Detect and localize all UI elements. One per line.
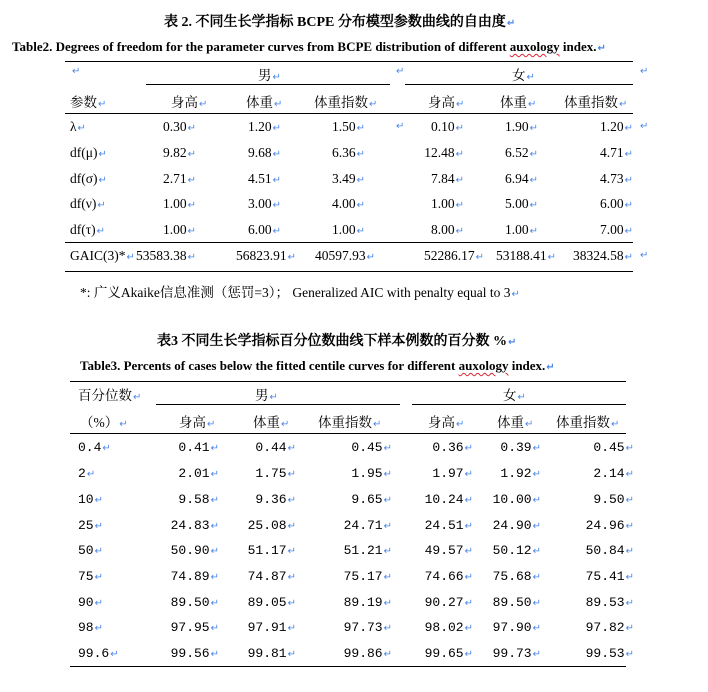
table-cell: 97.91↵: [247, 620, 296, 635]
table-row-label: df(τ)↵: [70, 222, 106, 237]
table-cell: 4.71↵: [599, 145, 633, 160]
table-cell: 97.90↵: [492, 620, 541, 635]
table2-title-en: Table2. Degrees of freedom for the parameter curves from BCPE distribution of different auxology index.↵: [12, 39, 606, 54]
table-cell: 1.97↵: [432, 466, 473, 481]
table3-female-rule: [412, 404, 626, 405]
paragraph-mark: ↵: [396, 121, 405, 132]
table-cell: 89.19↵: [343, 595, 392, 610]
table-cell: 53583.38↵: [135, 248, 196, 263]
table-cell: 74.87↵: [247, 569, 296, 584]
table-cell: 0.45↵: [593, 440, 634, 455]
table-cell: 99.65↵: [424, 646, 473, 661]
table2-header-rule: [65, 113, 633, 114]
table-cell: 1.50↵: [331, 119, 365, 134]
table-cell: 97.95↵: [170, 620, 219, 635]
table-cell: 24.71↵: [343, 518, 392, 533]
table2-col-height-m: 身高↵: [171, 95, 208, 110]
table-cell: 1.00↵: [504, 222, 538, 237]
table2-col-bmi-f: 体重指数↵: [564, 95, 628, 110]
table-cell: 99.73↵: [492, 646, 541, 661]
table3-group-female: 女↵: [503, 388, 526, 403]
table2-bottom-rule: [65, 271, 633, 272]
table3-header-rule: [70, 433, 626, 434]
table-row-label: 10↵: [78, 492, 103, 507]
table-cell: 38324.58↵: [572, 248, 633, 263]
table-cell: 0.30↵: [162, 119, 196, 134]
table2-male-rule: [146, 84, 390, 85]
table-cell: 24.90↵: [492, 518, 541, 533]
paragraph-mark: ↵: [396, 66, 405, 77]
table-cell: 7.84↵: [430, 171, 464, 186]
table-cell: 40597.93↵: [314, 248, 375, 263]
table-cell: 9.36↵: [255, 492, 296, 507]
table3-head-line2: （%）↵: [80, 415, 128, 430]
table3-col-bmi-m: 体重指数↵: [318, 415, 382, 430]
table-cell: 6.00↵: [247, 222, 281, 237]
table2-group-male: 男↵: [258, 68, 281, 83]
table-row-label: 90↵: [78, 595, 103, 610]
table-cell: 10.00↵: [492, 492, 541, 507]
table-cell: 99.81↵: [247, 646, 296, 661]
table-cell: 53188.41↵: [495, 248, 556, 263]
table-cell: 1.00↵: [162, 222, 196, 237]
table-cell: 4.00↵: [331, 196, 365, 211]
table-row-label: df(μ)↵: [70, 145, 107, 160]
table-cell: 1.00↵: [331, 222, 365, 237]
table2-col-bmi-m: 体重指数↵: [314, 95, 378, 110]
table-row-label: 99.6↵: [78, 646, 119, 661]
table-row-label: df(ν)↵: [70, 196, 106, 211]
table-cell: 1.20↵: [247, 119, 281, 134]
table-cell: 24.51↵: [424, 518, 473, 533]
table-cell: 89.50↵: [170, 595, 219, 610]
table-cell: 4.73↵: [599, 171, 633, 186]
paragraph-mark: ↵: [640, 66, 649, 77]
table-row-label: 50↵: [78, 543, 103, 558]
table3-col-bmi-f: 体重指数↵: [556, 415, 620, 430]
table-cell: 6.94↵: [504, 171, 538, 186]
table-cell: 1.00↵: [162, 196, 196, 211]
table-cell: 0.44↵: [255, 440, 296, 455]
table-cell: 74.89↵: [170, 569, 219, 584]
table-cell: 9.58↵: [178, 492, 219, 507]
table-cell: 5.00↵: [504, 196, 538, 211]
table-row-label: 0.4↵: [78, 440, 111, 455]
table-cell: 89.05↵: [247, 595, 296, 610]
table-cell: 25.08↵: [247, 518, 296, 533]
table2-footnote: *: 广义Akaike信息准测（惩罚=3）； Generalized AIC with penalty equal to 3↵: [80, 285, 520, 300]
table-cell: 8.00↵: [430, 222, 464, 237]
table-row-label: 25↵: [78, 518, 103, 533]
table-cell: 0.41↵: [178, 440, 219, 455]
spellcheck-word: auxology: [509, 39, 560, 54]
paragraph-mark: ↵: [640, 121, 649, 132]
table2-col-height-f: 身高↵: [428, 95, 465, 110]
table2-gaic-rule: [65, 242, 633, 243]
table-cell: 6.00↵: [599, 196, 633, 211]
table-cell: 56823.91↵: [235, 248, 296, 263]
table2-col-weight-f: 体重↵: [500, 95, 537, 110]
table-row-label: GAIC(3)*↵: [70, 248, 135, 263]
table-cell: 1.92↵: [500, 466, 541, 481]
table2-title-cn: 表 2. 不同生长学指标 BCPE 分布模型参数曲线的自由度↵: [164, 15, 516, 30]
table-cell: 49.57↵: [424, 543, 473, 558]
table-cell: 0.10↵: [430, 119, 464, 134]
table-cell: 75.41↵: [585, 569, 634, 584]
table2-param-header: 参数↵: [70, 95, 107, 110]
table-cell: 3.49↵: [331, 171, 365, 186]
table-row-label: λ↵: [70, 119, 86, 134]
table-cell: 24.96↵: [585, 518, 634, 533]
table3-head-line1: 百分位数↵: [78, 388, 142, 403]
table-cell: 51.21↵: [343, 543, 392, 558]
table3-title-en: Table3. Percents of cases below the fitted centile curves for different auxology index.↵: [80, 358, 555, 373]
table-cell: 12.48↵: [424, 145, 464, 160]
paragraph-mark: ↵: [640, 250, 649, 261]
table-cell: 74.66↵: [424, 569, 473, 584]
paragraph-mark: ↵: [72, 66, 81, 77]
table-cell: 0.45↵: [351, 440, 392, 455]
table3-title-cn: 表3 不同生长学指标百分位数曲线下样本例数的百分数 %↵: [157, 334, 517, 349]
table3-bottom-rule: [70, 666, 626, 667]
table-cell: 0.39↵: [500, 440, 541, 455]
table-cell: 1.00↵: [430, 196, 464, 211]
table-cell: 2.14↵: [593, 466, 634, 481]
table3-group-male: 男↵: [255, 388, 278, 403]
table-cell: 10.24↵: [424, 492, 473, 507]
table-cell: 4.51↵: [247, 171, 281, 186]
table-cell: 1.95↵: [351, 466, 392, 481]
table-cell: 24.83↵: [170, 518, 219, 533]
table-row-label: 2↵: [78, 466, 96, 481]
table-cell: 97.82↵: [585, 620, 634, 635]
table3-col-height-m: 身高↵: [179, 415, 216, 430]
table-cell: 99.56↵: [170, 646, 219, 661]
table-cell: 50.12↵: [492, 543, 541, 558]
table-cell: 75.68↵: [492, 569, 541, 584]
table-cell: 9.68↵: [247, 145, 281, 160]
table-cell: 9.50↵: [593, 492, 634, 507]
table3-col-height-f: 身高↵: [428, 415, 465, 430]
table-cell: 1.90↵: [504, 119, 538, 134]
table-cell: 52286.17↵: [423, 248, 484, 263]
table-cell: 89.53↵: [585, 595, 634, 610]
table-cell: 99.86↵: [343, 646, 392, 661]
table2-col-weight-m: 体重↵: [246, 95, 283, 110]
table-row-label: df(σ)↵: [70, 171, 107, 186]
table-cell: 6.36↵: [331, 145, 365, 160]
spellcheck-word: auxology: [458, 358, 509, 373]
table2-top-rule: [65, 61, 633, 62]
table-cell: 89.50↵: [492, 595, 541, 610]
table-cell: 51.17↵: [247, 543, 296, 558]
table3-col-weight-m: 体重↵: [253, 415, 290, 430]
table3-male-rule: [156, 404, 400, 405]
table2-group-female: 女↵: [512, 68, 535, 83]
table-cell: 50.90↵: [170, 543, 219, 558]
table-row-label: 75↵: [78, 569, 103, 584]
table2-female-rule: [405, 84, 633, 85]
table3-top-rule: [70, 381, 626, 382]
table-cell: 1.20↵: [599, 119, 633, 134]
table-cell: 9.65↵: [351, 492, 392, 507]
table-cell: 98.02↵: [424, 620, 473, 635]
table-cell: 99.53↵: [585, 646, 634, 661]
table-row-label: 98↵: [78, 620, 103, 635]
table-cell: 7.00↵: [599, 222, 633, 237]
table-cell: 75.17↵: [343, 569, 392, 584]
table-cell: 2.71↵: [162, 171, 196, 186]
table-cell: 90.27↵: [424, 595, 473, 610]
table-cell: 2.01↵: [178, 466, 219, 481]
table-cell: 1.75↵: [255, 466, 296, 481]
table3-col-weight-f: 体重↵: [497, 415, 534, 430]
table-cell: 97.73↵: [343, 620, 392, 635]
table-cell: 3.00↵: [247, 196, 281, 211]
table-cell: 50.84↵: [585, 543, 634, 558]
table-cell: 9.82↵: [162, 145, 196, 160]
table-cell: 0.36↵: [432, 440, 473, 455]
table-cell: 6.52↵: [504, 145, 538, 160]
